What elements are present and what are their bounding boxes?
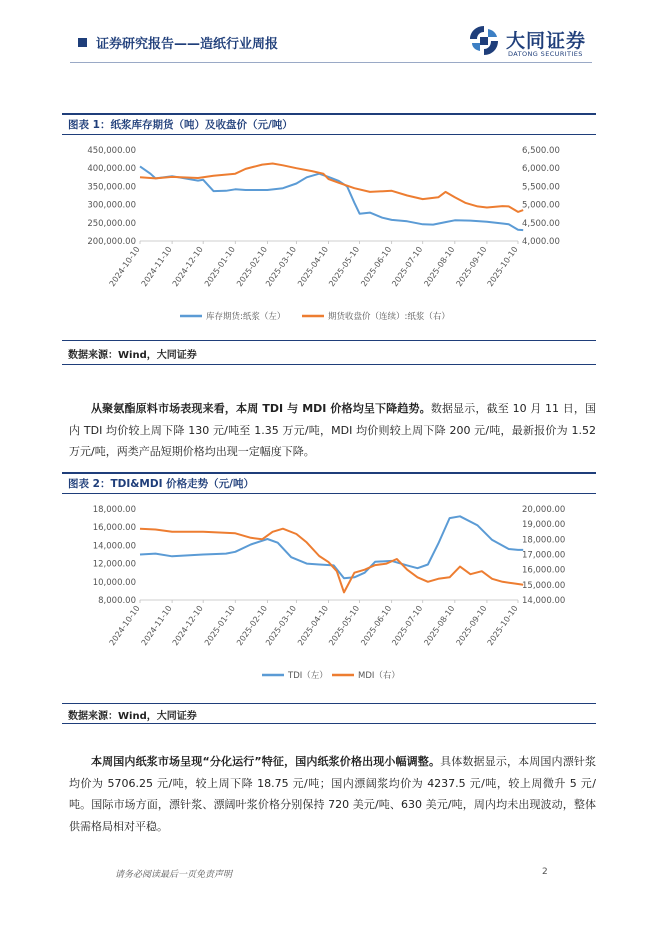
x-tick-label: 2025-02-10 <box>234 244 270 289</box>
y-left-tick-label: 16,000.00 <box>92 523 136 534</box>
figure2-title: 图表 2：TDI&MDI 价格走势（元/吨） <box>68 478 254 490</box>
x-tick-label: 2024-11-10 <box>139 244 174 289</box>
y-left-tick-label: 300,000.00 <box>87 200 136 211</box>
x-tick-label: 2025-04-10 <box>296 603 331 648</box>
x-tick-label: 2025-07-10 <box>390 603 425 648</box>
figure2-source-rule <box>62 723 596 724</box>
report-header-title: 证券研究报告——造纸行业周报 <box>96 37 279 52</box>
y-right-tick-label: 15,000.00 <box>522 580 566 591</box>
y-left-tick-label: 350,000.00 <box>87 182 136 193</box>
figure1-chart <box>62 138 596 338</box>
page-number: 2 <box>542 867 548 877</box>
x-tick-label: 2025-02-10 <box>234 603 270 648</box>
y-right-tick-label: 20,000.00 <box>522 505 566 515</box>
y-left-tick-label: 400,000.00 <box>87 164 136 175</box>
y-left-tick-label: 10,000.00 <box>92 577 136 588</box>
x-tick-label: 2024-10-10 <box>107 603 142 648</box>
series-line-2 <box>140 164 523 212</box>
y-right-tick-label: 5,000.00 <box>522 200 560 211</box>
header-rule <box>70 62 592 63</box>
figure1-source-rule <box>62 364 596 365</box>
x-tick-label: 2025-07-10 <box>390 244 425 289</box>
x-tick-label: 2025-08-10 <box>422 603 457 648</box>
paragraph-pulp-market-lead: 本周国内纸浆市场呈现“分化运行”特征，国内纸浆价格出现小幅调整。 <box>91 755 441 768</box>
x-tick-label: 2025-01-10 <box>202 244 237 289</box>
x-tick-label: 2025-06-10 <box>359 244 394 289</box>
legend-label: MDI（右） <box>358 671 400 681</box>
x-tick-label: 2025-05-10 <box>327 603 362 648</box>
x-tick-label: 2025-06-10 <box>359 603 394 648</box>
y-right-tick-label: 5,500.00 <box>522 182 560 193</box>
paragraph-polyurethane <box>69 398 596 463</box>
figure1-source: 数据来源：Wind，大同证券 <box>68 350 197 361</box>
x-tick-label: 2024-12-10 <box>170 603 205 648</box>
figure1-title: 图表 1：纸浆库存期货（吨）及收盘价（元/吨） <box>68 119 293 131</box>
x-tick-label: 2024-12-10 <box>170 244 205 289</box>
y-left-tick-label: 18,000.00 <box>92 505 136 515</box>
figure2-chart <box>62 497 596 697</box>
y-left-tick-label: 200,000.00 <box>87 237 136 247</box>
x-tick-label: 2025-03-10 <box>263 603 299 648</box>
y-left-tick-label: 14,000.00 <box>92 541 136 552</box>
y-left-tick-label: 8,000.00 <box>98 596 136 606</box>
figure2-bottom-rule <box>62 703 596 704</box>
y-left-tick-label: 250,000.00 <box>87 218 136 229</box>
legend-label: 库存期货:纸浆（左） <box>206 312 286 322</box>
x-tick-label: 2025-04-10 <box>296 244 331 289</box>
y-right-tick-label: 19,000.00 <box>522 520 566 531</box>
paragraph-polyurethane-body: 数据显示，截至 10 月 11 日，国内 TDI 均价较上周下降 130 元/吨至 1.35 万元/吨，MDI 均价则较上周下降 200 元/吨，最新报价为 1.52 万元/吨，两类产品短期价格均出现一定幅度下降。 <box>69 402 597 458</box>
x-tick-label: 2025-05-10 <box>327 244 362 289</box>
x-tick-label: 2024-10-10 <box>107 244 142 289</box>
series-line-1 <box>140 166 523 230</box>
x-tick-label: 2025-08-10 <box>422 244 457 289</box>
y-right-tick-label: 14,000.00 <box>522 596 566 606</box>
figure1-title-rule <box>62 134 596 135</box>
figure2-top-rule <box>62 472 596 474</box>
legend-label: TDI（左） <box>288 671 328 681</box>
y-right-tick-label: 6,500.00 <box>522 146 560 156</box>
y-left-tick-label: 450,000.00 <box>87 146 136 156</box>
series-line-1 <box>140 516 523 578</box>
legend-label: 期货收盘价（连续）:纸浆（右） <box>328 312 450 322</box>
x-tick-label: 2025-03-10 <box>263 244 299 289</box>
y-right-tick-label: 4,500.00 <box>522 218 560 229</box>
x-tick-label: 2025-09-10 <box>454 603 489 648</box>
y-left-tick-label: 12,000.00 <box>92 559 136 570</box>
x-tick-label: 2025-09-10 <box>454 244 489 289</box>
y-right-tick-label: 18,000.00 <box>522 535 566 546</box>
x-tick-label: 2025-01-10 <box>202 603 237 648</box>
series-line-2 <box>140 529 523 593</box>
figure1-bottom-rule <box>62 340 596 341</box>
figure2-title-rule <box>62 493 596 494</box>
y-right-tick-label: 17,000.00 <box>522 550 566 561</box>
footer-disclaimer: 请务必阅读最后一页免责声明 <box>115 870 233 880</box>
figure1-top-rule <box>62 113 596 115</box>
paragraph-pulp-market-body: 具体数据显示，本周国内漂针浆均价为 5706.25 元/吨，较上周下降 18.75 元/吨；国内漂阔浆均价为 4237.5 元/吨，较上周微升 5 元/吨。国际市场方面，漂针浆、漂阔叶浆价格分别保持 720 美元/吨、630 美元/吨，周内均未出现波动，整体供需格局相对平稳。 <box>69 755 596 833</box>
y-right-tick-label: 16,000.00 <box>522 565 566 576</box>
y-right-tick-label: 4,000.00 <box>522 237 560 247</box>
paragraph-pulp-market <box>69 751 596 837</box>
figure2-source: 数据来源：Wind，大同证券 <box>68 711 197 722</box>
x-tick-label: 2024-11-10 <box>139 603 174 648</box>
logo-text-cn: 大同证券 <box>506 30 587 52</box>
paragraph-polyurethane-lead: 从聚氨酯原料市场表现来看，本周 TDI 与 MDI 价格均呈下降趋势。 <box>91 402 431 415</box>
x-tick-label: 2025-10-10 <box>485 244 520 289</box>
y-right-tick-label: 6,000.00 <box>522 164 560 175</box>
datong-logo-icon <box>466 24 502 58</box>
logo-text-en: DATONG SECURITIES <box>508 50 583 58</box>
header-marker <box>78 38 87 47</box>
x-tick-label: 2025-10-10 <box>485 603 520 648</box>
